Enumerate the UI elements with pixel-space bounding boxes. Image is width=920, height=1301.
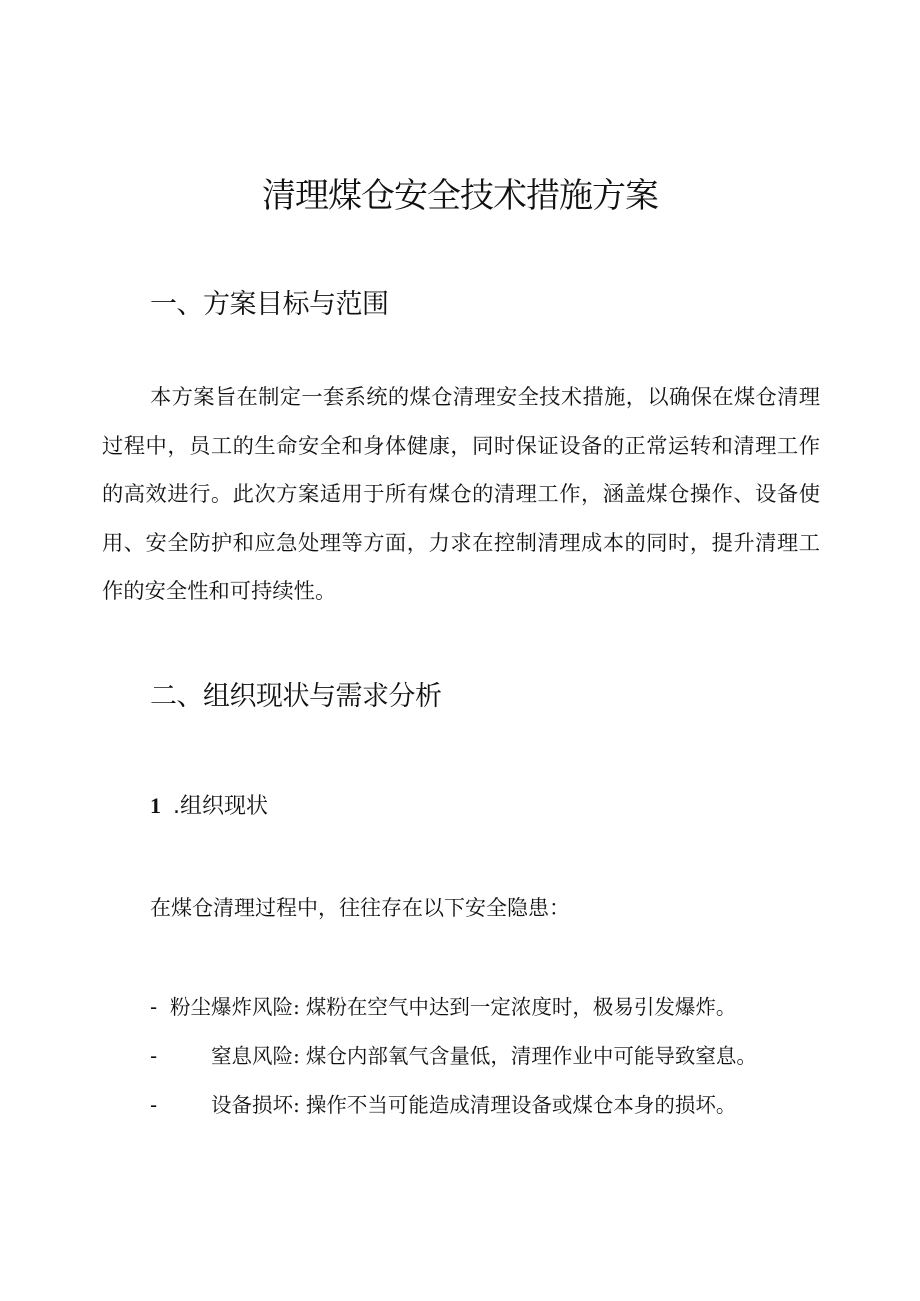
risk-separator: :: [293, 1044, 300, 1068]
risk-term: 窒息风险: [211, 1044, 293, 1068]
list-bullet: -: [150, 995, 158, 1019]
subsection-heading-status: [150, 790, 268, 823]
risk-term: 粉尘爆炸风险: [170, 995, 293, 1019]
risk-term: 设备损坏: [211, 1093, 293, 1117]
document-title: 清理煤仓安全技术措施方案: [262, 176, 658, 216]
list-item-dust-explosion: [150, 991, 850, 1023]
risk-separator: :: [293, 1093, 300, 1117]
list-bullet: -: [150, 1044, 158, 1068]
section-heading-goals: 一、方案目标与范围: [150, 289, 389, 320]
risk-description: 操作不当可能造成清理设备或煤仓本身的损坏。: [305, 1093, 737, 1117]
subsection-title: .组织现状: [173, 794, 268, 819]
risk-description: 煤粉在空气中达到一定浓度时，极易引发爆炸。: [305, 995, 737, 1019]
risk-separator: :: [293, 995, 300, 1019]
list-item-text: [170, 991, 736, 1023]
list-bullet: -: [150, 1093, 158, 1117]
subsection-intro: 在煤仓清理过程中，往往存在以下安全隐患：: [150, 896, 570, 920]
list-item-equipment-damage: [150, 1089, 850, 1121]
section-paragraph-goals: 本方案旨在制定一套系统的煤仓清理安全技术措施，以确保在煤仓清理过程中，员工的生命安全和身体健康，同时保证设备的正常运转和清理工作的高效进行。此次方案适用于所有煤仓的清理工作，涵盖煤仓操作、设备使用、安全防护和应急处理等方面，力求在控制清理成本的同时，提升清理工作的安全性和可持续性。: [102, 385, 820, 604]
risk-description: 煤仓内部氧气含量低，清理作业中可能导致窒息。: [305, 1044, 757, 1068]
subsection-number: 1: [150, 793, 161, 818]
list-item-text: [211, 1089, 736, 1121]
section-heading-analysis: 二、组织现状与需求分析: [150, 681, 442, 712]
list-item-text: [211, 1040, 757, 1072]
list-item-suffocation: [150, 1040, 850, 1072]
